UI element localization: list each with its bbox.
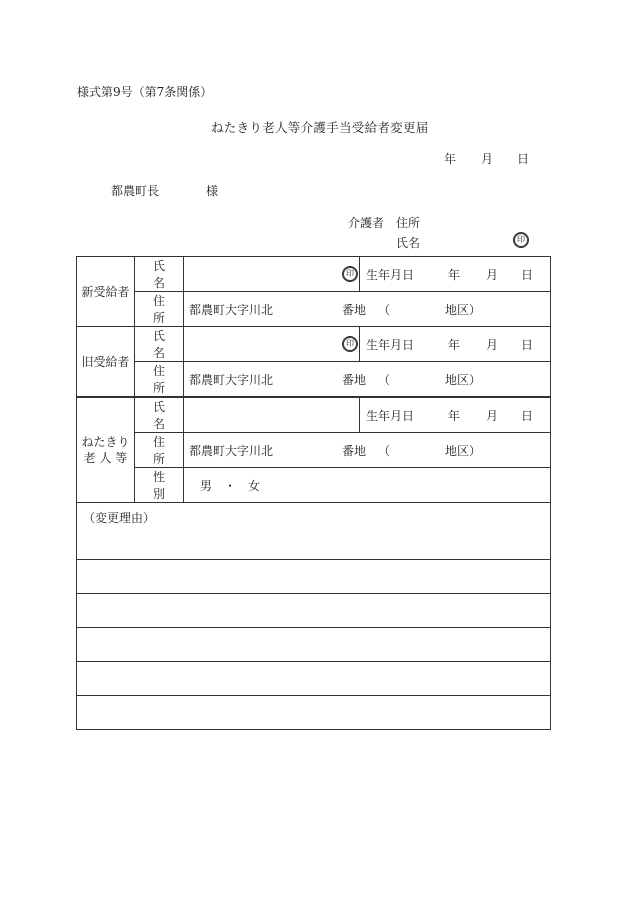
- district-label: 地区）: [445, 303, 482, 317]
- birth-year-label: 年: [448, 338, 461, 352]
- reason-line[interactable]: [77, 594, 551, 628]
- honorific: 様: [206, 184, 219, 198]
- old-recipient-category: 旧受給者: [77, 327, 135, 398]
- address-prefix: 都農町大字川北: [189, 444, 274, 458]
- new-recipient-address-field[interactable]: [184, 292, 551, 327]
- old-recipient-birthdate-field[interactable]: [360, 327, 551, 362]
- paren-open: （: [378, 444, 391, 458]
- banchi-label: 番地: [342, 303, 367, 317]
- reason-line[interactable]: [77, 560, 551, 594]
- addressee: 都農町長: [111, 184, 160, 198]
- bedridden-birthdate-field[interactable]: [360, 397, 551, 433]
- old-recipient-name-label: 氏 名: [135, 327, 184, 362]
- new-recipient-seal-icon: [342, 266, 358, 282]
- birth-day-label: 日: [521, 268, 534, 282]
- seal-mark: 印: [514, 233, 528, 247]
- date-year-label: 年: [444, 152, 457, 166]
- seal-mark: 印: [343, 267, 357, 281]
- change-form-table: [76, 256, 551, 730]
- new-recipient-category: 新受給者: [77, 257, 135, 327]
- change-reason-label: （変更理由）: [83, 511, 156, 525]
- form-number: 様式第9号（第7条関係）: [77, 85, 213, 99]
- banchi-label: 番地: [342, 444, 367, 458]
- bedridden-sex-field[interactable]: [184, 468, 551, 503]
- document-title: ねたきり老人等介護手当受給者変更届: [211, 120, 429, 135]
- birth-day-label: 日: [521, 409, 534, 423]
- bedridden-category-line1: ねたきり: [81, 435, 130, 449]
- bedridden-category: [77, 397, 135, 503]
- reason-line[interactable]: [77, 696, 551, 730]
- change-reason-field[interactable]: [77, 503, 551, 560]
- bedridden-sex-label: 性 別: [135, 468, 184, 503]
- banchi-label: 番地: [342, 373, 367, 387]
- birth-year-label: 年: [448, 268, 461, 282]
- birth-day-label: 日: [521, 338, 534, 352]
- reason-line[interactable]: [77, 662, 551, 696]
- new-recipient-name-field[interactable]: [184, 257, 360, 292]
- old-recipient-address-field[interactable]: [184, 362, 551, 398]
- birth-month-label: 月: [486, 268, 499, 282]
- birthdate-label: 生年月日: [366, 338, 415, 352]
- new-recipient-birthdate-field[interactable]: [360, 257, 551, 292]
- applicant-label: 介護者: [348, 216, 385, 230]
- birth-month-label: 月: [486, 409, 499, 423]
- bedridden-category-line2: 老 人 等: [83, 451, 128, 465]
- old-recipient-seal-icon: [342, 336, 358, 352]
- birthdate-label: 生年月日: [366, 409, 415, 423]
- new-recipient-address-label: 住 所: [135, 292, 184, 327]
- birth-month-label: 月: [486, 338, 499, 352]
- paren-open: （: [378, 303, 391, 317]
- date-day-label: 日: [517, 152, 530, 166]
- district-label: 地区）: [445, 373, 482, 387]
- sex-options[interactable]: 男 ・ 女: [200, 479, 261, 493]
- district-label: 地区）: [445, 444, 482, 458]
- seal-mark: 印: [343, 337, 357, 351]
- applicant-name-label: 氏名: [396, 236, 421, 250]
- reason-line[interactable]: [77, 628, 551, 662]
- applicant-address-label: 住所: [396, 216, 421, 230]
- bedridden-address-label: 住 所: [135, 433, 184, 468]
- applicant-seal-icon: [513, 232, 529, 248]
- old-recipient-address-label: 住 所: [135, 362, 184, 398]
- date-month-label: 月: [481, 152, 494, 166]
- bedridden-address-field[interactable]: [184, 433, 551, 468]
- birthdate-label: 生年月日: [366, 268, 415, 282]
- old-recipient-name-field[interactable]: [184, 327, 360, 362]
- address-prefix: 都農町大字川北: [189, 303, 274, 317]
- birth-year-label: 年: [448, 409, 461, 423]
- paren-open: （: [378, 373, 391, 387]
- new-recipient-name-label: 氏 名: [135, 257, 184, 292]
- bedridden-name-field[interactable]: [184, 397, 360, 433]
- bedridden-name-label: 氏 名: [135, 397, 184, 433]
- address-prefix: 都農町大字川北: [189, 373, 274, 387]
